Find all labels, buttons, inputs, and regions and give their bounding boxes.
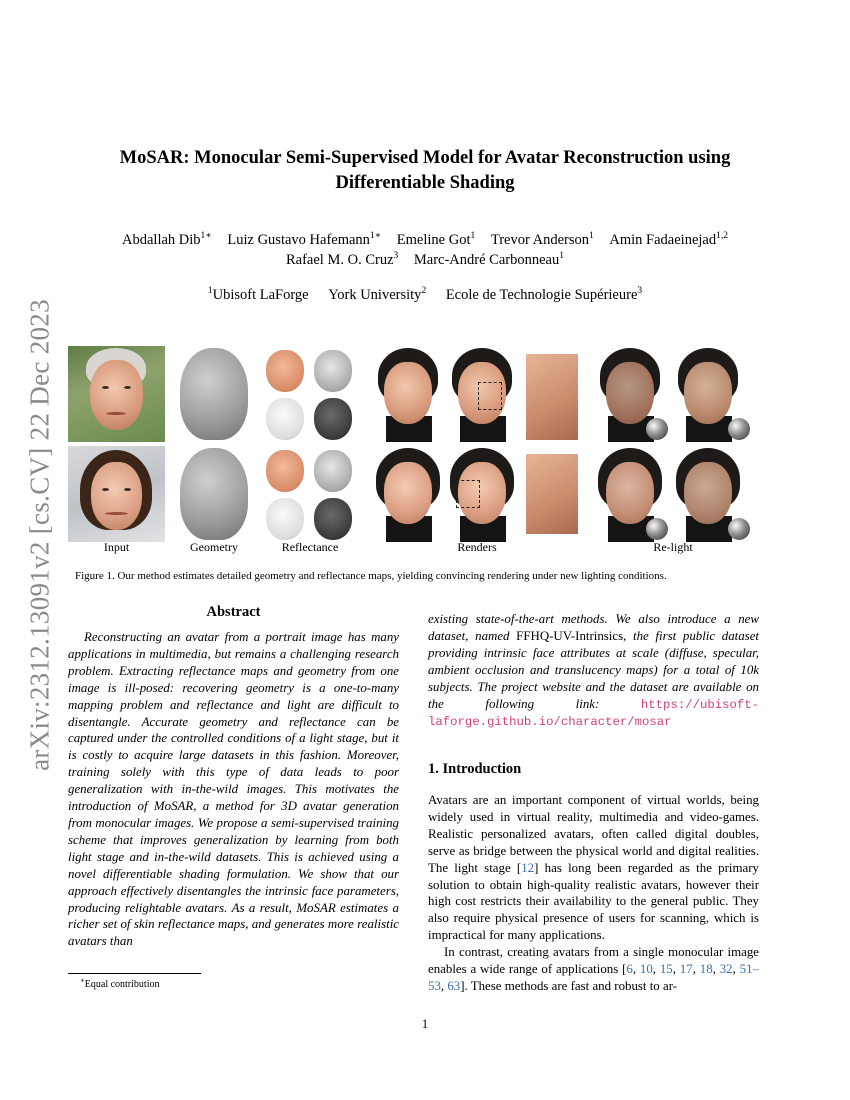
render-1a [372, 346, 444, 442]
face-shape [606, 362, 654, 424]
intro-paragraph-2: In contrast, creating avatars from a single monocular image enables a wide range of applications [6, 10, 15, 17, 18, 32, 51–53, 63]. These methods are fast and robust to ar- [428, 945, 759, 993]
relight-1a [594, 346, 670, 442]
mouth [106, 412, 126, 415]
citation-link[interactable]: 18 [699, 962, 713, 977]
face-shape [384, 362, 432, 424]
relight-1b [672, 346, 752, 442]
diffuse-map [266, 450, 304, 492]
figure-label-geometry: Geometry [190, 540, 238, 554]
author: Trevor Anderson$^1$ [490, 231, 594, 248]
diffuse-map [266, 350, 304, 392]
intro-paragraph-1: Avatars are an important component of virtual worlds, being widely used in virtual reality, multimedia and video-games. Realistic personalized avatars, often called digital doubles, serve as bridge between the physical world and digital realities. The light stage [12] has long been regarded as the primary solution to obtain high-quality realistic avatars, however their high cost restricts their availability to the general public. They also require physical presence of users for scanning, which is impractical for many applications. [428, 793, 759, 943]
citation-link[interactable]: 63 [447, 978, 461, 993]
render-zoom-2 [526, 454, 578, 534]
citation-link[interactable]: 10 [639, 962, 653, 977]
eye [124, 488, 131, 491]
input-photo-woman [68, 446, 165, 542]
zoom-box [478, 382, 502, 410]
citation-link[interactable]: 15 [659, 962, 673, 977]
abstract-continuation: existing state-of-the-art methods. We also introduce a new dataset, named FFHQ-UV-Intrinsics, the first public dataset providing intrinsic face attributes at scale (diffuse, specular, ambient occlusion and translucency maps) for a total of 10k subjects. The project website and the dataset are available on the following link: https://ubisoft-laforge.github.io/character/mosar [428, 612, 759, 730]
render-2a [372, 446, 444, 542]
figure-caption: Figure 1. Our method estimates detailed geometry and reflectance maps, yielding convincing rendering under new lighting conditions. [75, 570, 667, 582]
light-probe-sphere [646, 518, 668, 540]
face-shape [91, 462, 142, 530]
face-shape [606, 462, 654, 524]
mesh-shape [180, 348, 248, 440]
face-shape [384, 462, 432, 524]
arxiv-stamp [20, 290, 60, 780]
specular-map [314, 350, 352, 392]
author-list [60, 230, 790, 270]
abstract-paragraph: Reconstructing an avatar from a portrait image has many applications in multimedia, but remains a challenging research problem. Extracting reflectance maps and geometry from one image is ill-posed: recovering geometry is a one-to-many mapping problem and reflectance and light are difficult to disentangle. Accurate geometry and reflectance can be captured under the controlled conditions of a light stage, but it is costly to acquire large datasets in this fashion. Moreover, training solely with this type of data leads to poor generalization with in-the-wild images. This motivates the introduction of MoSAR, a method for 3D avatar generation from monocular images. We propose a semi-supervised training scheme that improves generalization by learning from both light stage and in-the-wild datasets. This is achieved using a novel differentiable shading formulation. We show that our approach effectively disentangles the intrinsic face parameters, producing relightable avatars. As a result, MoSAR estimates a richer set of skin reflectance maps, and generates more realistic avatars than [68, 630, 399, 949]
render-1b [446, 346, 518, 442]
ambient-occlusion-map [266, 398, 304, 440]
author-line-2 [60, 250, 790, 270]
figure-label-input: Input [103, 540, 130, 554]
paper-title [60, 146, 790, 196]
citation-link[interactable]: 12 [521, 860, 535, 875]
title-line-2: Differentiable Shading [335, 173, 515, 193]
reflectance-maps-2 [262, 446, 358, 542]
figure-label-renders: Renders [457, 540, 497, 554]
figure-label-reflectance: Reflectance [281, 540, 339, 554]
face-shape [90, 360, 143, 430]
reflectance-maps-1 [262, 346, 358, 442]
translucency-map [314, 398, 352, 440]
citation-link[interactable]: 51–53 [428, 962, 759, 993]
author: Emeline Got$^1$ [396, 231, 476, 248]
section-heading-introduction: 1. Introduction [428, 761, 522, 777]
geometry-mesh-2 [174, 446, 254, 542]
mouth [105, 512, 128, 515]
footnote-rule [68, 973, 201, 974]
author: Rafael M. O. Cruz$^3$ [286, 251, 399, 268]
specular-map [314, 450, 352, 492]
affiliation: Ecole de Technologie Supérieure$^3$ [445, 286, 643, 303]
figure-label-relight: Re-light [653, 540, 693, 554]
mesh-shape [180, 448, 248, 540]
eye [102, 386, 109, 389]
author: Amin Fadaeinejad$^{1,2}$ [609, 231, 728, 248]
relight-2a [594, 446, 670, 542]
figure-1 [68, 346, 768, 554]
light-probe-sphere [728, 418, 750, 440]
citation-link[interactable]: 17 [679, 962, 693, 977]
face-shape [684, 362, 732, 424]
ambient-occlusion-map [266, 498, 304, 540]
zoom-box [456, 480, 480, 508]
dataset-name: FFHQ-UV-Intrinsics [516, 628, 624, 643]
light-probe-sphere [728, 518, 750, 540]
citation-link[interactable]: 6 [626, 962, 633, 977]
introduction-body [428, 792, 759, 995]
abstract-heading: Abstract [206, 604, 261, 620]
affiliation-list [60, 285, 790, 305]
eye [102, 488, 109, 491]
geometry-mesh-1 [174, 346, 254, 442]
title-line-1: MoSAR: Monocular Semi-Supervised Model for Avatar Reconstruction using [119, 148, 731, 168]
light-probe-sphere [646, 418, 668, 440]
relight-2b [672, 446, 752, 542]
project-link[interactable]: https://ubisoft-laforge.github.io/character/mosar [428, 697, 759, 730]
affiliation: $^1$Ubisoft LaForge [207, 286, 309, 303]
render-zoom-1 [526, 354, 578, 440]
author: Luiz Gustavo Hafemann$^{1∗}$ [227, 231, 382, 248]
input-photo-man [68, 346, 165, 442]
citation-link[interactable]: 32 [719, 962, 733, 977]
arxiv-stamp-text: arXiv:2312.13091v2 [cs.CV] 22 Dec 2023 [24, 299, 55, 771]
translucency-map [314, 498, 352, 540]
render-2b [446, 446, 518, 542]
face-shape [684, 462, 732, 524]
author: Abdallah Dib$^{1∗}$ [122, 231, 212, 248]
footnote: ∗Equal contribution [80, 976, 160, 990]
author: Marc-André Carbonneau$^1$ [413, 251, 564, 268]
affiliation: York University$^2$ [328, 286, 427, 303]
eye [124, 386, 131, 389]
author-line-1 [60, 230, 790, 250]
page-number: 1 [421, 1017, 429, 1031]
